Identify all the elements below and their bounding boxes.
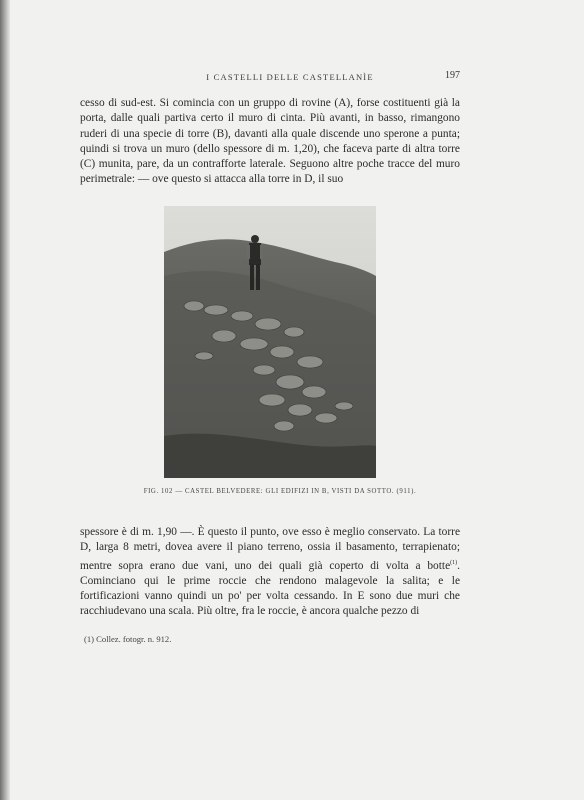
page-number: 197: [445, 70, 460, 81]
running-title: I CASTELLI DELLE CASTELLANÌE: [206, 72, 374, 82]
paragraph-1: [80, 96, 460, 188]
footnote: (1) Collez. fotogr. n. 912.: [84, 634, 172, 644]
paragraph-2-text-after: . Cominciano qui le prime roccie che rendono malagevole la salita; e le fortificazioni vanno quindi un po' per volta cessando. In E sono due muri che racchiudevano una scala. Più oltre, fra le roccie, è ancora qualche pezzo di: [80, 559, 460, 618]
paragraph-2: [80, 525, 460, 620]
figure-caption: FIG. 102 — CASTEL BELVEDERE: GLI EDIFIZI IN B, VISTI DA SOTTO. (911).: [143, 488, 417, 495]
paragraph-1-text: cesso di sud-est. Si comincia con un gruppo di rovine (A), forse costituenti già la porta, dalle quali partiva certo il muro di cinta. Più avanti, in basso, rimangono ruderi di una specie di torre (B), davanti alla quale discende uno sperone a punta; quindi si trova un muro (dello spessore di m. 1,20), che faceva parte di altra torre (C) munita, pare, da un contrafforte laterale. Seguono altre poche tracce del muro perimetrale: — ove questo si attacca alla torre in D, il suo: [80, 97, 460, 186]
ruins-photo-image: [164, 206, 376, 478]
footnote-marker: (1): [450, 559, 458, 566]
paragraph-2-text-before: spessore è di m. 1,90 —. È questo il punto, ove esso è meglio conservato. La torre D, larga 8 metri, dovea avere il piano terreno, ossia il basamento, terrapienato; mentre sopra erano due vani, uno dei quali già coperto di volta a botte: [80, 526, 460, 572]
book-spine-shadow: [0, 0, 10, 800]
figure-photo-ruins: [164, 206, 376, 478]
paragraph-2-text: [80, 525, 460, 620]
